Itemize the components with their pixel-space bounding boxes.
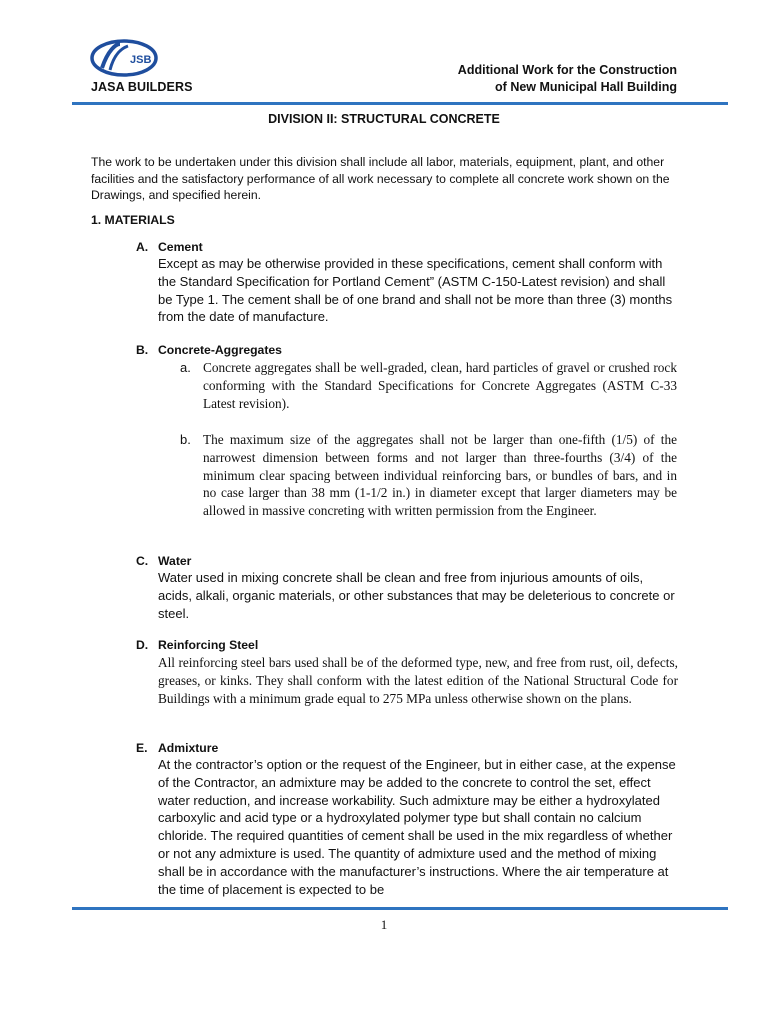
item-title: Cement bbox=[158, 240, 203, 254]
company-name: JASA BUILDERS bbox=[91, 80, 193, 94]
page-number: 1 bbox=[380, 917, 388, 932]
item-title: Admixture bbox=[158, 741, 219, 755]
item-admixture-text: At the contractor’s option or the request of the Engineer, but in either case, at the expense of the Contractor, an admixture may be added to the concrete to control the set, effect water reduction, and increase workability. Such admixture may be either a hydroxylated carboxylic and acid type or a hydroxylated polymer type but shall contain no calcium chloride. The required quantities of cement shall be used in the mix regardless of whether or not any admixture is used. The quantity of admixture used and the method of mixing shall be in accordance with the manufacturer’s instructions. Where the air temperature at the time of placement is expected to be bbox=[158, 757, 676, 897]
item-steel-text: All reinforcing steel bars used shall be of the deformed type, new, and free from rust, oil, defects, greases, or kinks. They shall conform with the latest edition of the National Structural Code for Buildings with a minimum grade equal to 275 MPa unless otherwise shown on the plans. bbox=[158, 655, 678, 706]
item-title: Reinforcing Steel bbox=[158, 638, 259, 652]
item-title: Concrete-Aggregates bbox=[158, 343, 282, 357]
item-letter: D. bbox=[136, 638, 149, 652]
logo-text: JSB bbox=[130, 54, 152, 66]
item-letter: C. bbox=[136, 554, 149, 568]
item-admixture-heading bbox=[136, 741, 218, 755]
item-title: Water bbox=[158, 554, 192, 568]
item-water-heading bbox=[136, 554, 191, 568]
item-water-text: Water used in mixing concrete shall be clean and free from injurious amounts of oils, acids, alkali, organic materials, or other substances that may be deleterious to concrete or steel. bbox=[158, 570, 675, 621]
item-steel-heading bbox=[136, 638, 258, 652]
project-title-line1: Additional Work for the Construction bbox=[457, 63, 677, 77]
header-rule bbox=[72, 102, 728, 105]
division-title: DIVISION II: STRUCTURAL CONCRETE bbox=[268, 112, 500, 126]
aggregates-sub-b-text: The maximum size of the aggregates shall not be larger than one-fifth (1/5) of the narrowest dimension between forms and not larger than three-fourths (3/4) of the minimum clear spacing between individual reinforcing bars, or bundles of bars, and in no case larger than 38 mm (1-1/2 in.) in diameter except that larger diameters may be allowed in massive concreting with written permission from the Engineer. bbox=[203, 432, 677, 519]
project-title bbox=[458, 62, 677, 96]
sub-letter-b: b. bbox=[180, 432, 191, 447]
section-heading: 1. MATERIALS bbox=[91, 213, 175, 227]
project-title-line2: of New Municipal Hall Building bbox=[495, 80, 677, 94]
item-aggregates-heading bbox=[136, 343, 282, 357]
aggregates-sub-a-text: Concrete aggregates shall be well-graded, clean, hard particles of gravel or crushed rock conforming with the Standard Specifications for Concrete Aggregates (ASTM C-33 Latest revision). bbox=[203, 360, 677, 411]
item-cement-heading bbox=[136, 240, 203, 254]
item-letter: A. bbox=[136, 240, 149, 254]
footer-rule bbox=[72, 907, 728, 910]
intro-paragraph: The work to be undertaken under this division shall include all labor, materials, equipment, plant, and other facilities and the satisfactory performance of all work necessary to complete all concrete work shown on the Drawings, and specified herein. bbox=[91, 155, 670, 202]
item-cement-text: Except as may be otherwise provided in these specifications, cement shall conform with the Standard Specification for Portland Cement” (ASTM C-150-Latest revision) and shall be Type 1. The cement shall be of one brand and shall not be more than three (3) months from the date of manufacture. bbox=[158, 256, 673, 325]
sub-letter-a: a. bbox=[180, 360, 191, 375]
item-letter: E. bbox=[136, 741, 148, 755]
company-logo bbox=[90, 38, 158, 78]
item-letter: B. bbox=[136, 343, 149, 357]
